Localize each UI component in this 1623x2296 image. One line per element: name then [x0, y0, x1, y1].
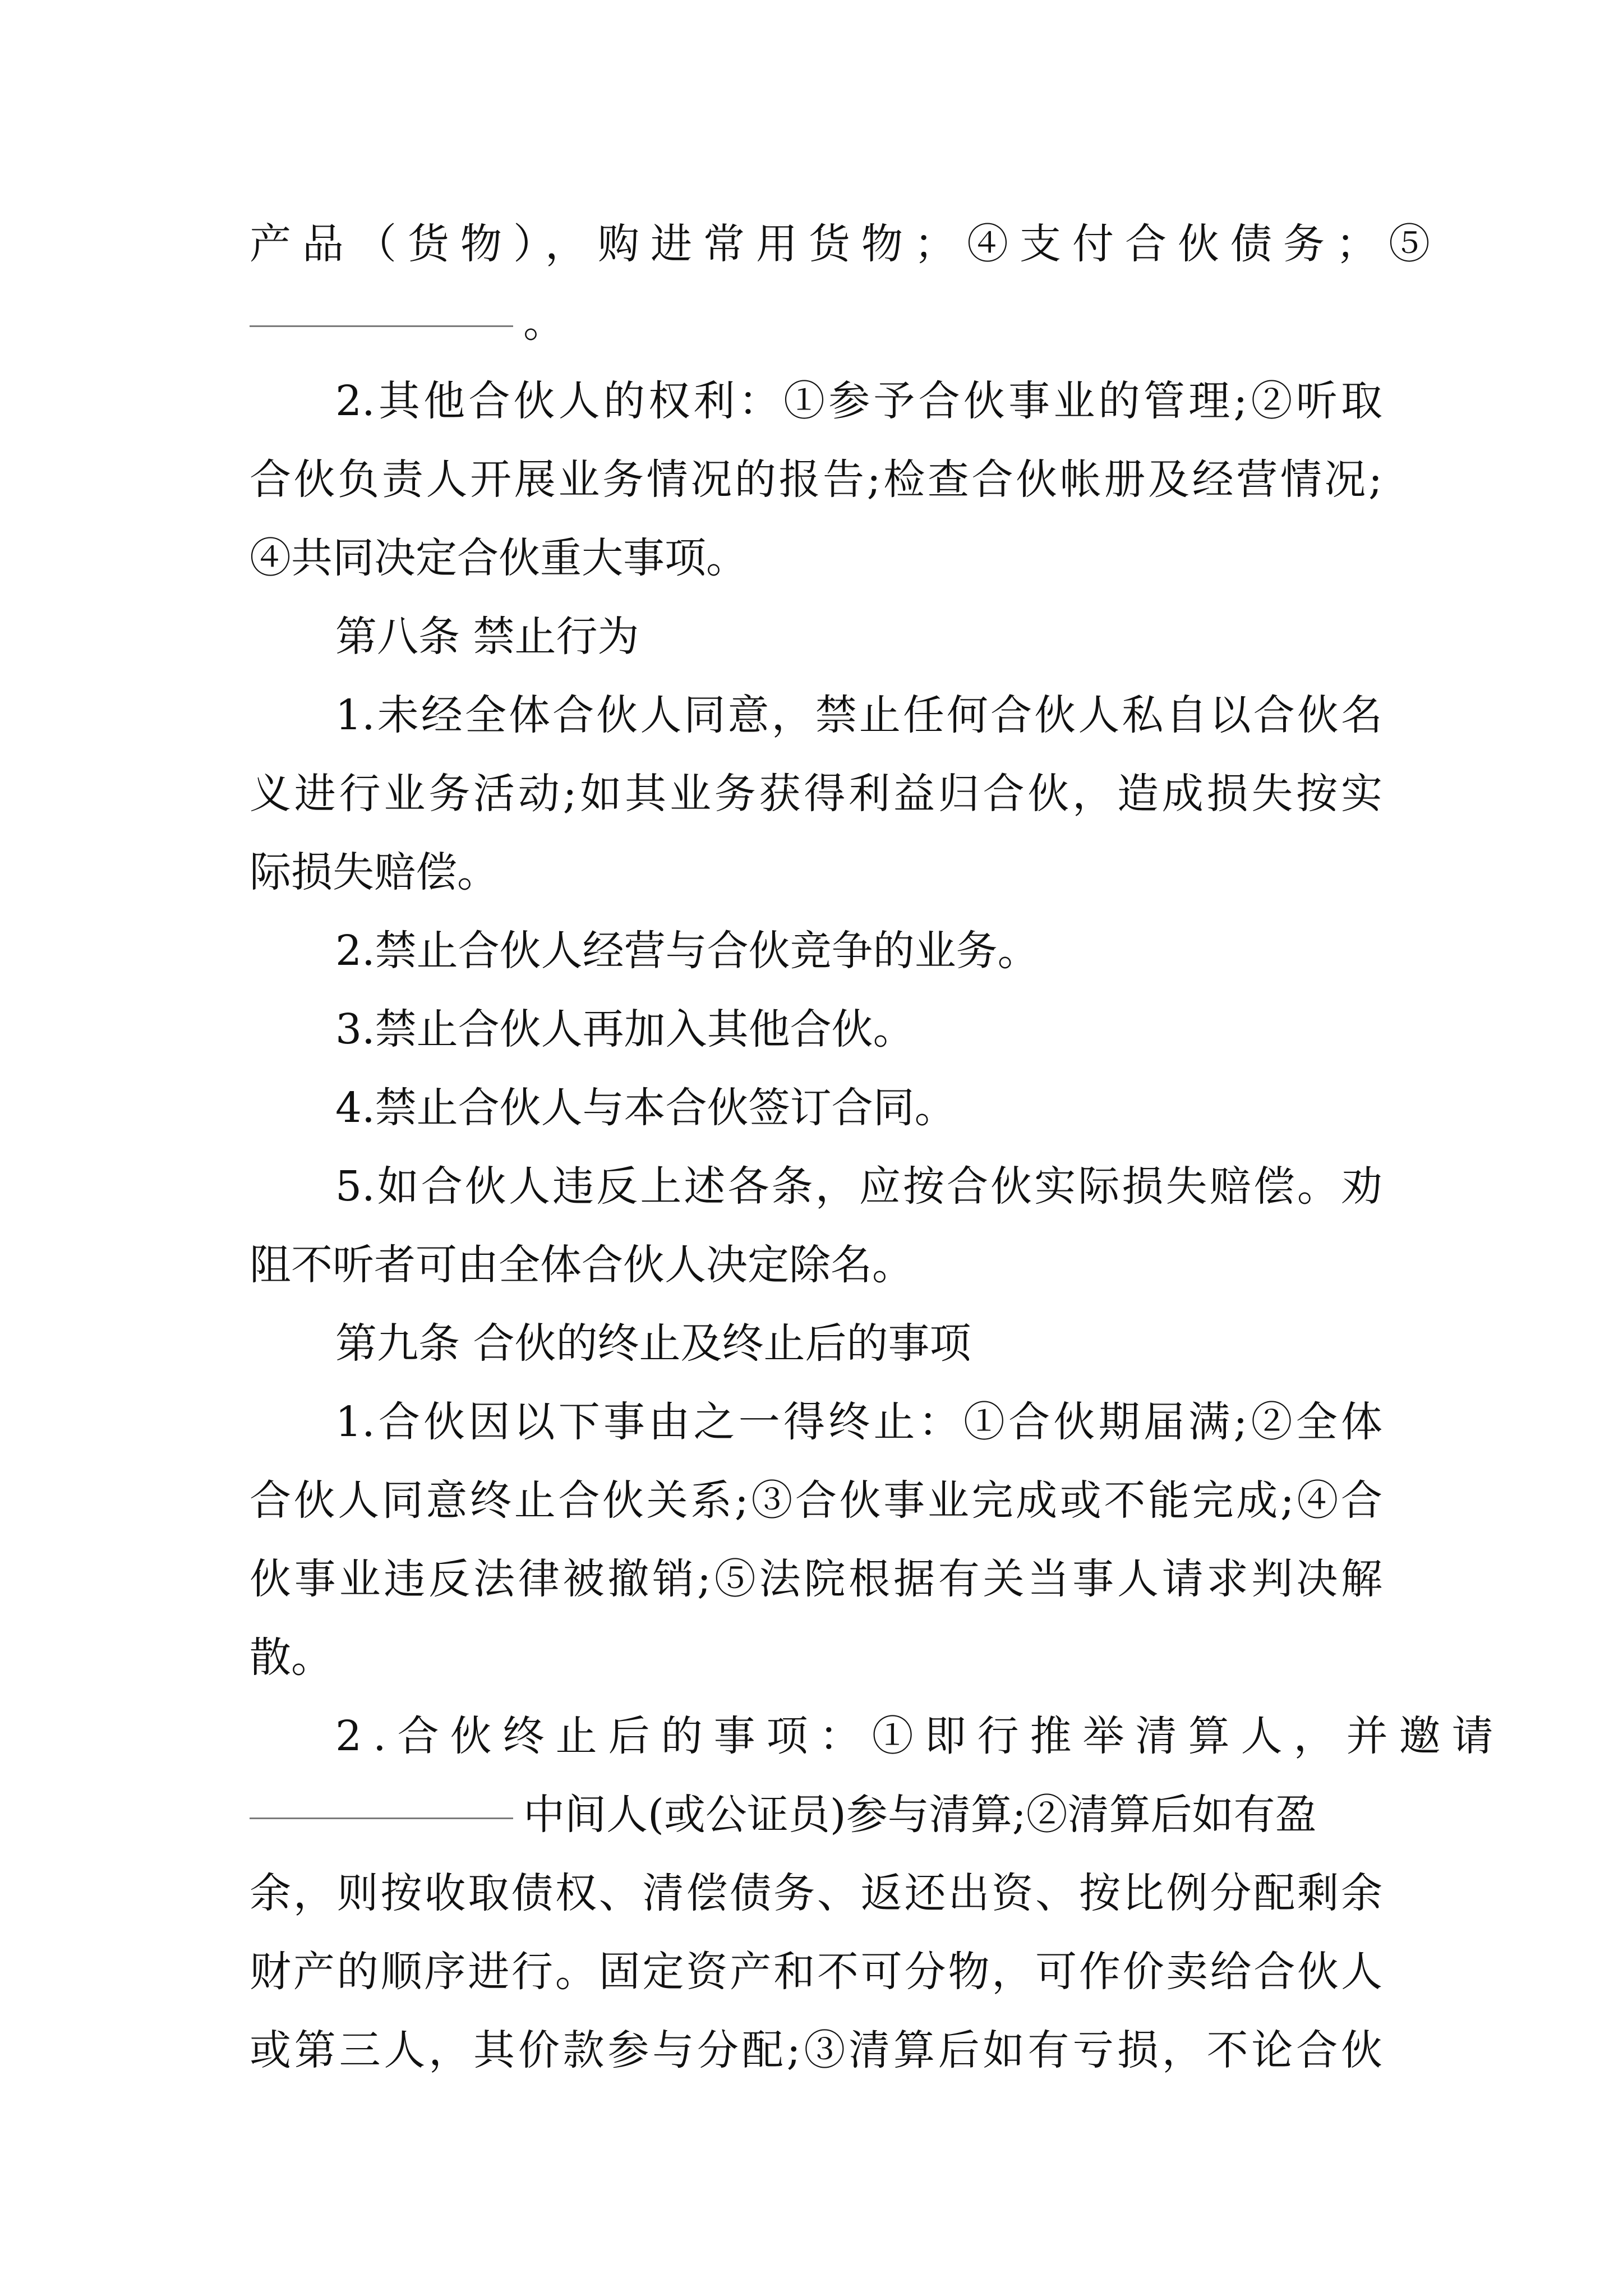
text-line-11: [335, 990, 1382, 1069]
section-heading-9: [335, 1304, 1382, 1383]
text-line-18-content: 伙事业违反法律被撤销;⑤法院根据有关当事人请求判决解: [250, 1555, 1382, 1603]
text-line-20-content: 2.合伙终止后的事项：①即行推举清算人，并邀请: [335, 1712, 1505, 1760]
text-line-22-content: 余，则按收取债权、清偿债务、返还出资、按比例分配剩余: [250, 1869, 1382, 1917]
text-line-19: [250, 1618, 1382, 1697]
text-line-4-content: 合伙负责人开展业务情况的报告;检查合伙帐册及经营情况;: [250, 455, 1382, 504]
text-line-21: [250, 1775, 1382, 1854]
text-line-9-content: 际损失赔偿。: [250, 848, 499, 896]
text-line-16-content: 1.合伙因以下事由之一得终止：①合伙期届满;②全体: [335, 1398, 1382, 1446]
text-line-12: [335, 1069, 1382, 1147]
text-line-14: [250, 1226, 1382, 1304]
text-line-1-content: 产品（货物），购进常用货物；④支付合伙债务；⑤: [250, 220, 1441, 268]
text-line-8: [250, 754, 1382, 833]
text-line-18: [250, 1540, 1382, 1618]
text-line-10: [335, 912, 1382, 990]
text-line-14-content: 阻不听者可由全体合伙人决定除名。: [250, 1241, 914, 1289]
text-line-13-content: 5.如合伙人违反上述各条，应按合伙实际损失赔偿。劝: [335, 1162, 1382, 1211]
text-line-17-content: 合伙人同意终止合伙关系;③合伙事业完成或不能完成;④合: [250, 1476, 1382, 1525]
text-line-5-content: ④共同决定合伙重大事项。: [250, 534, 748, 582]
text-line-2-content: 。: [523, 298, 565, 347]
section-heading-8: [335, 597, 1382, 676]
text-line-4: [250, 440, 1382, 519]
section-heading-9-content: 第九条 合伙的终止及终止后的事项: [335, 1319, 971, 1368]
text-line-12-content: 4.禁止合伙人与本合伙签订合同。: [335, 1084, 956, 1132]
text-line-17: [250, 1461, 1382, 1540]
text-line-11-content: 3.禁止合伙人再加入其他合伙。: [335, 1005, 915, 1053]
text-line-16: [335, 1383, 1382, 1461]
text-line-21-content: 中间人(或公证员)参与清算;②清算后如有盈: [523, 1791, 1317, 1839]
text-line-24-content: 或第三人，其价款参与分配;③清算后如有亏损，不论合伙: [250, 2026, 1382, 2074]
text-line-10-content: 2.禁止合伙人经营与合伙竞争的业务。: [335, 927, 1039, 975]
text-line-20: [335, 1697, 1505, 1775]
text-line-3: [335, 362, 1382, 440]
fill-in-blank: [250, 325, 513, 327]
text-line-22: [250, 1854, 1382, 1932]
text-line-1: [250, 205, 1441, 283]
text-line-19-content: 散。: [250, 1634, 333, 1682]
text-line-13: [335, 1147, 1382, 1226]
text-line-9: [250, 833, 1382, 912]
text-line-24: [250, 2011, 1382, 2090]
text-line-5: [250, 519, 1382, 597]
section-heading-8-content: 第八条 禁止行为: [335, 613, 639, 661]
fill-in-blank: [250, 1817, 513, 1819]
text-line-8-content: 义进行业务活动;如其业务获得利益归合伙，造成损失按实: [250, 770, 1382, 818]
text-line-7: [335, 676, 1382, 754]
text-line-7-content: 1.未经全体合伙人同意，禁止任何合伙人私自以合伙名: [335, 691, 1382, 739]
text-line-2: [250, 283, 1382, 362]
text-line-3-content: 2.其他合伙人的权利：①参予合伙事业的管理;②听取: [335, 377, 1382, 425]
text-line-23-content: 财产的顺序进行。固定资产和不可分物，可作价卖给合伙人: [250, 1948, 1382, 1996]
text-line-23: [250, 1932, 1382, 2011]
